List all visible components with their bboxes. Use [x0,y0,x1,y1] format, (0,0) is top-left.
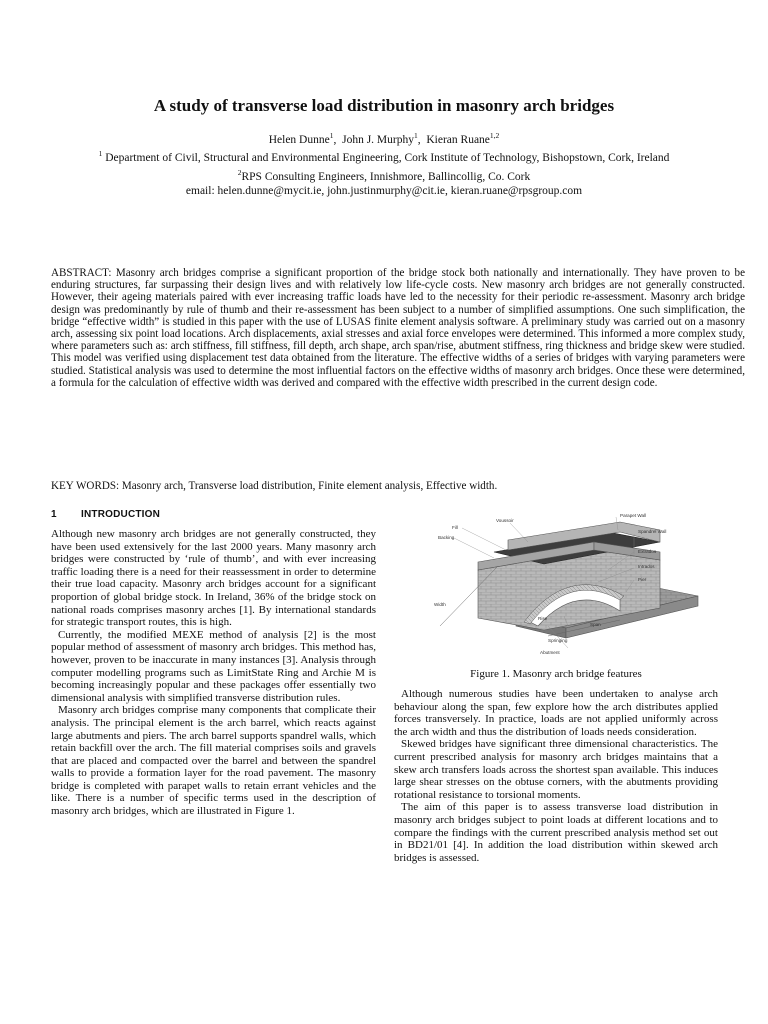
label-abutment: Abutment [540,650,560,655]
label-backing: Backing [438,535,455,540]
paragraph: Although numerous studies have been undertaken to analyse arch behaviour along the span, few explore how the arch distributes applied forces transversely. In practice, loads are not applied uniformly across the arch width and thus the distribution of loads needs consideration. [394,688,718,738]
label-spandrel: Spandrel Wall [638,529,667,534]
paragraph: Currently, the modified MEXE method of analysis [2] is the most popular method of assessment of masonry arch bridges. This method has, however, proven to be inaccurate in many instances [3]. Analysis through computer modelling programs such as LimitState Ring and Archie M is becoming increasingly popular and these packages offer essentially two dimensional analysis with simplified transverse distribution rules. [51,628,376,704]
right-column [394,688,718,864]
label-span: Span [590,622,601,627]
author-sup: 1 [413,131,418,140]
author-names: Helen Dunne$^1$, John J. Murphy$^1$, Kieran Ruane$^{1,2}$ [268,131,500,146]
author-name: John J. Murphy [342,133,414,146]
paragraph: Skewed bridges have significant three dimensional characteristics. The current prescribed analysis for masonry arch bridges maintains that a skew arch transfers loads across the shortest span available. This induces large shear stresses on the obtuse corners, with the abutments providing rotational resistance to torsional moments. [394,738,718,801]
paragraph: Masonry arch bridges comprise many components that complicate their analysis. The principal element is the arch barrel, which reacts against large abutments and piers. The arch barrel supports spandrel walls, which retain backfill over the arch. The fill material comprises soils and gravels that are placed and compacted over the barrel and between the spandrel walls to provide a formation layer for the road pavement. The masonry bridge is completed with parapet walls to retain errant vehicles and the like. There is a number of specific terms used in the description of masonry arch bridges, which are illustrated in Figure 1. [51,704,376,818]
label-intrados: Intrados [638,564,655,569]
label-fill: Fill [452,525,458,530]
paragraph: Although new masonry arch bridges are not generally constructed, they have been used extensively for the last 2000 years. Many masonry arch bridges were constructed by ‘rule of thumb’, and with ever increasing traffic loading there is a need for their reassessment in order to determine their true load capacity. Masonry arch bridges account for a significant proportion of global bridge stock. In Ireland, 36% of the bridge stock on national roads comprises masonry arches [1]. By international standards for strategic transport routes, this is high. [51,528,376,629]
abstract: ABSTRACT: Masonry arch bridges comprise a significant proportion of the bridge stock both nationally and internationally. They have proven to be enduring structures, far surpassing their design lives and with relatively low life-cycle costs. New masonry arch bridges are not generally constructed. However, their ageing materials paired with ever increasing traffic loads have led to the necessity for their periodic re-assessment. Masonry arch bridge design was predominantly by rule of thumb and their re-assessment has been subject to a number of simplified assumptions. One such simplification, the bridge “effective width” is studied in this paper with the use of LUSAS finite element analysis software. A preliminary study was carried out on a masonry arch, assessing six point load locations. Arch displacements, axial stresses and axial force envelopes were determined. This informed a more complex study, where parameters such as: arch stiffness, fill stiffness, fill depth, arch shape, arch span/rise, abutment stiffness, ring thickness and bridge skew were studied. This model was verified using displacement test data obtained from the literature. The effective widths of a series of bridges with varying parameters were studied. Statistical analysis was used to determine the most influential factors on the effective widths of masonry arch bridges. Once these were determined, a formula for the calculation of effective width was derived and compared with the effective width prescribed in the current design code. [51,267,745,389]
section-number: 1 [51,509,57,520]
label-springing: Springing [548,638,568,643]
paragraph: The aim of this paper is to assess transverse load distribution in masonry arch bridges subject to point loads at different locations and to compare the findings with the current prescribed analysis method set out in BD21/01 [4]. In addition the load distribution within skewed arch bridges is assessed. [394,801,718,864]
section-heading [51,509,160,520]
bridge-diagram [398,508,716,658]
label-rise: Rise [538,616,548,621]
figure-1-bridge-illustration [398,508,716,658]
label-extrados: Extrados [638,549,657,554]
left-column [51,528,376,818]
label-parapet: Parapet Wall [620,513,647,518]
label-voussoir: Voussoir [496,518,514,523]
label-pier: Pier [638,577,647,582]
author-emails: email: helen.dunne@mycit.ie, john.justinmurphy@cit.ie, kieran.ruane@rpsgroup.com [185,185,583,198]
affiliation-2: $^2$RPS Consulting Engineers, Innishmore, Ballincollig, Co. Cork [237,167,531,183]
affiliation-1: $^1$ Department of Civil, Structural and Environmental Engineering, Cork Institute of Technology, Bishopstown, Cork, Ireland [98,149,670,165]
author-name: Helen Dunne [268,133,330,146]
keywords: KEY WORDS: Masonry arch, Transverse load distribution, Finite element analysis, Effective width. [51,480,498,492]
section-title: INTRODUCTION [81,509,161,520]
figure-caption: Figure 1. Masonry arch bridge features [470,668,642,680]
author-name: Kieran Ruane [426,133,490,146]
paper-title: A study of transverse load distribution in masonry arch bridges [153,96,615,115]
author-block [20,129,748,199]
label-width: Width [434,602,446,607]
author-sup: 1 [329,131,334,140]
author-sup: 1,2 [489,131,500,140]
